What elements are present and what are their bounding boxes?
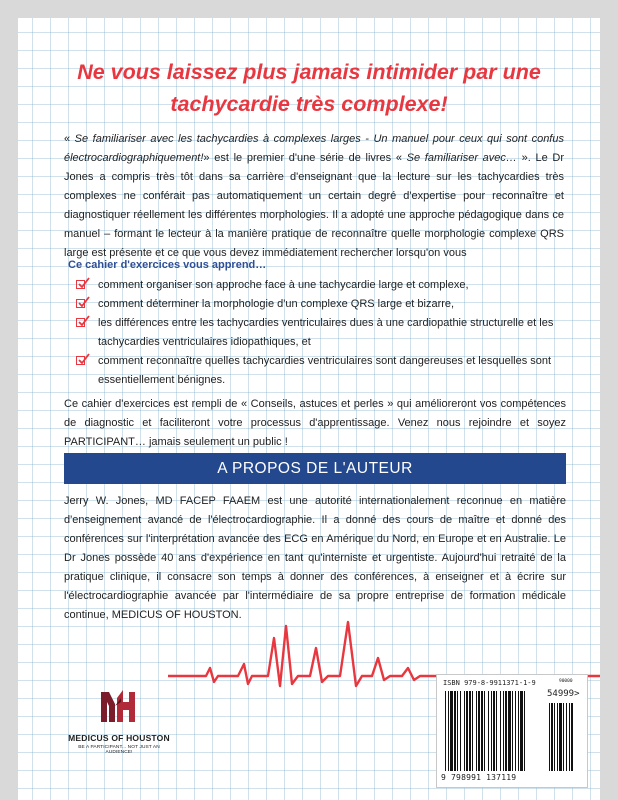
barcode-bar — [448, 691, 449, 771]
barcode-bar — [518, 691, 519, 771]
headline-line-2: tachycardie très complexe! — [170, 92, 448, 116]
barcode-addon-bar — [569, 703, 570, 771]
barcode-addon-bar — [563, 703, 564, 771]
barcode-addon-bar — [559, 703, 562, 771]
checkbox-icon — [76, 280, 85, 289]
back-cover — [18, 18, 600, 800]
barcode-number: 9 798991 137119 — [441, 773, 517, 782]
checklist-item-text: comment reconnaître quelles tachycardies ventriculaires sont dangereuses et lesquelles sont essentiellement bénignes. — [98, 355, 552, 386]
intro-mid: » est le premier d'une série de livres « — [203, 152, 407, 164]
barcode-addon-bar — [566, 703, 567, 771]
barcode-addon-bar — [554, 703, 555, 771]
barcode-bar — [491, 691, 492, 771]
intro-book-title: Se familiariser avec les tachycardies à complexes larges - Un manuel pour ceux qui sont confus électrocardiographiquement! — [64, 133, 564, 164]
barcode-bar — [484, 691, 485, 771]
barcode-addon-bar — [557, 703, 558, 771]
checklist-item-text: comment déterminer la morphologie d'un complexe QRS large et bizarre, — [98, 298, 455, 310]
intro-quote-open: « — [64, 133, 75, 145]
headline — [18, 56, 600, 120]
barcode-bar — [476, 691, 477, 771]
outro-paragraph: Ce cahier d'exercices est rempli de « Conseils, astuces et perles » qui amélioreront vos compétences de diagnostic et faciliteront votre processus d'apprentissage. Venez nous rejoindre et soyez PARTICIPANT… jamais seulement un public ! — [64, 398, 566, 448]
barcode-bar — [493, 691, 495, 771]
barcode-addon-bar — [571, 703, 573, 771]
checklist-item-text: comment organiser son approche face à une tachycardie large et complexe, — [98, 279, 469, 291]
learn-checklist — [76, 276, 556, 390]
checklist-item — [76, 276, 556, 295]
barcode-addon-bar — [551, 703, 553, 771]
barcode-addon-bar — [549, 703, 550, 771]
intro-rest: ». Le Dr Jones a compris très tôt dans sa carrière d'enseignant que la lecture sur les tachycardies très complexes ne conférait pas automatiquement un certain degré d'expertise pour reconnaître et diagnostiquer réellement les différentes morphologies. Il a adopté une approche pédagogique dans ce manuel – formant le lecteur à la manière pratique de reconnaître quelle morphologie complexe QRS large est présente et ce que vous devez immédiatement rechercher lorsqu'on vous — [64, 152, 564, 259]
headline-line-1: Ne vous laissez plus jamais intimider par une — [77, 60, 541, 84]
barcode-bar — [464, 691, 465, 771]
intro-paragraph — [64, 130, 564, 263]
author-bio: Jerry W. Jones, MD FACEP FAAEM est une autorité internationalement reconnue en matière d'enseignement avancé de l'électrocardiographie. Il a donné des cours de maître et donné des conférences sur l'interprétation avancée des ECG en Amérique du Nord, en Europe et en Australie. Le Dr Jones possède 40 ans d'expérience en tant qu'interniste et urgentiste. Aujourd'hui retraité de la pratique clinique, il consacre son temps à donner des conférences, à enseigner et à écrire sur l'électrocardiographie avancée par l'intermédiaire de sa propre entreprise de formation médicale continue, MEDICUS OF HOUSTON. — [64, 495, 566, 621]
barcode-bar — [496, 691, 497, 771]
barcode-bar — [450, 691, 453, 771]
intro-series-name: Se familiariser avec… — [406, 152, 517, 164]
barcode-bar — [457, 691, 458, 771]
checkbox-icon — [76, 299, 85, 308]
isbn-barcode — [436, 674, 588, 788]
barcode-bar — [524, 691, 525, 771]
mh-monogram-icon — [97, 686, 141, 726]
barcode-bar — [515, 691, 516, 771]
barcode-addon: 54999> — [547, 689, 580, 699]
barcode-bar — [500, 691, 501, 771]
barcode-bars — [437, 675, 587, 787]
checklist-item — [76, 314, 556, 352]
barcode-bar — [520, 691, 523, 771]
logo-tagline: BE A PARTICIPANT... NOT JUST AN AUDIENCE! — [78, 745, 160, 755]
barcode-bar — [472, 691, 473, 771]
barcode-bar — [469, 691, 471, 771]
barcode-bar — [512, 691, 513, 771]
checklist-item — [76, 352, 556, 390]
barcode-bar — [478, 691, 480, 771]
checklist-item-text: les différences entre les tachycardies ventriculaires dues à une cardiopathie structurelle et les tachycardies ventriculaires idiopathiques, et — [98, 317, 554, 348]
checkbox-icon — [76, 356, 85, 365]
barcode-bar — [481, 691, 483, 771]
barcode-bar — [505, 691, 507, 771]
barcode-bar — [488, 691, 489, 771]
medicus-logo — [66, 686, 172, 755]
barcode-bar — [503, 691, 504, 771]
learn-title: Ce cahier d'exercices vous apprend… — [68, 259, 267, 271]
barcode-bar — [460, 691, 461, 771]
barcode-bar — [454, 691, 456, 771]
barcode-bar — [445, 691, 446, 771]
logo-name: MEDICUS OF HOUSTON — [68, 733, 170, 743]
isbn-label: ISBN 979-8-9911371-1-9 — [443, 679, 536, 687]
price-code: 90000 — [559, 679, 573, 684]
checkbox-icon — [76, 318, 85, 327]
barcode-bar — [508, 691, 511, 771]
about-author-banner: A PROPOS DE L'AUTEUR — [64, 453, 566, 484]
barcode-bar — [466, 691, 468, 771]
checklist-item — [76, 295, 556, 314]
